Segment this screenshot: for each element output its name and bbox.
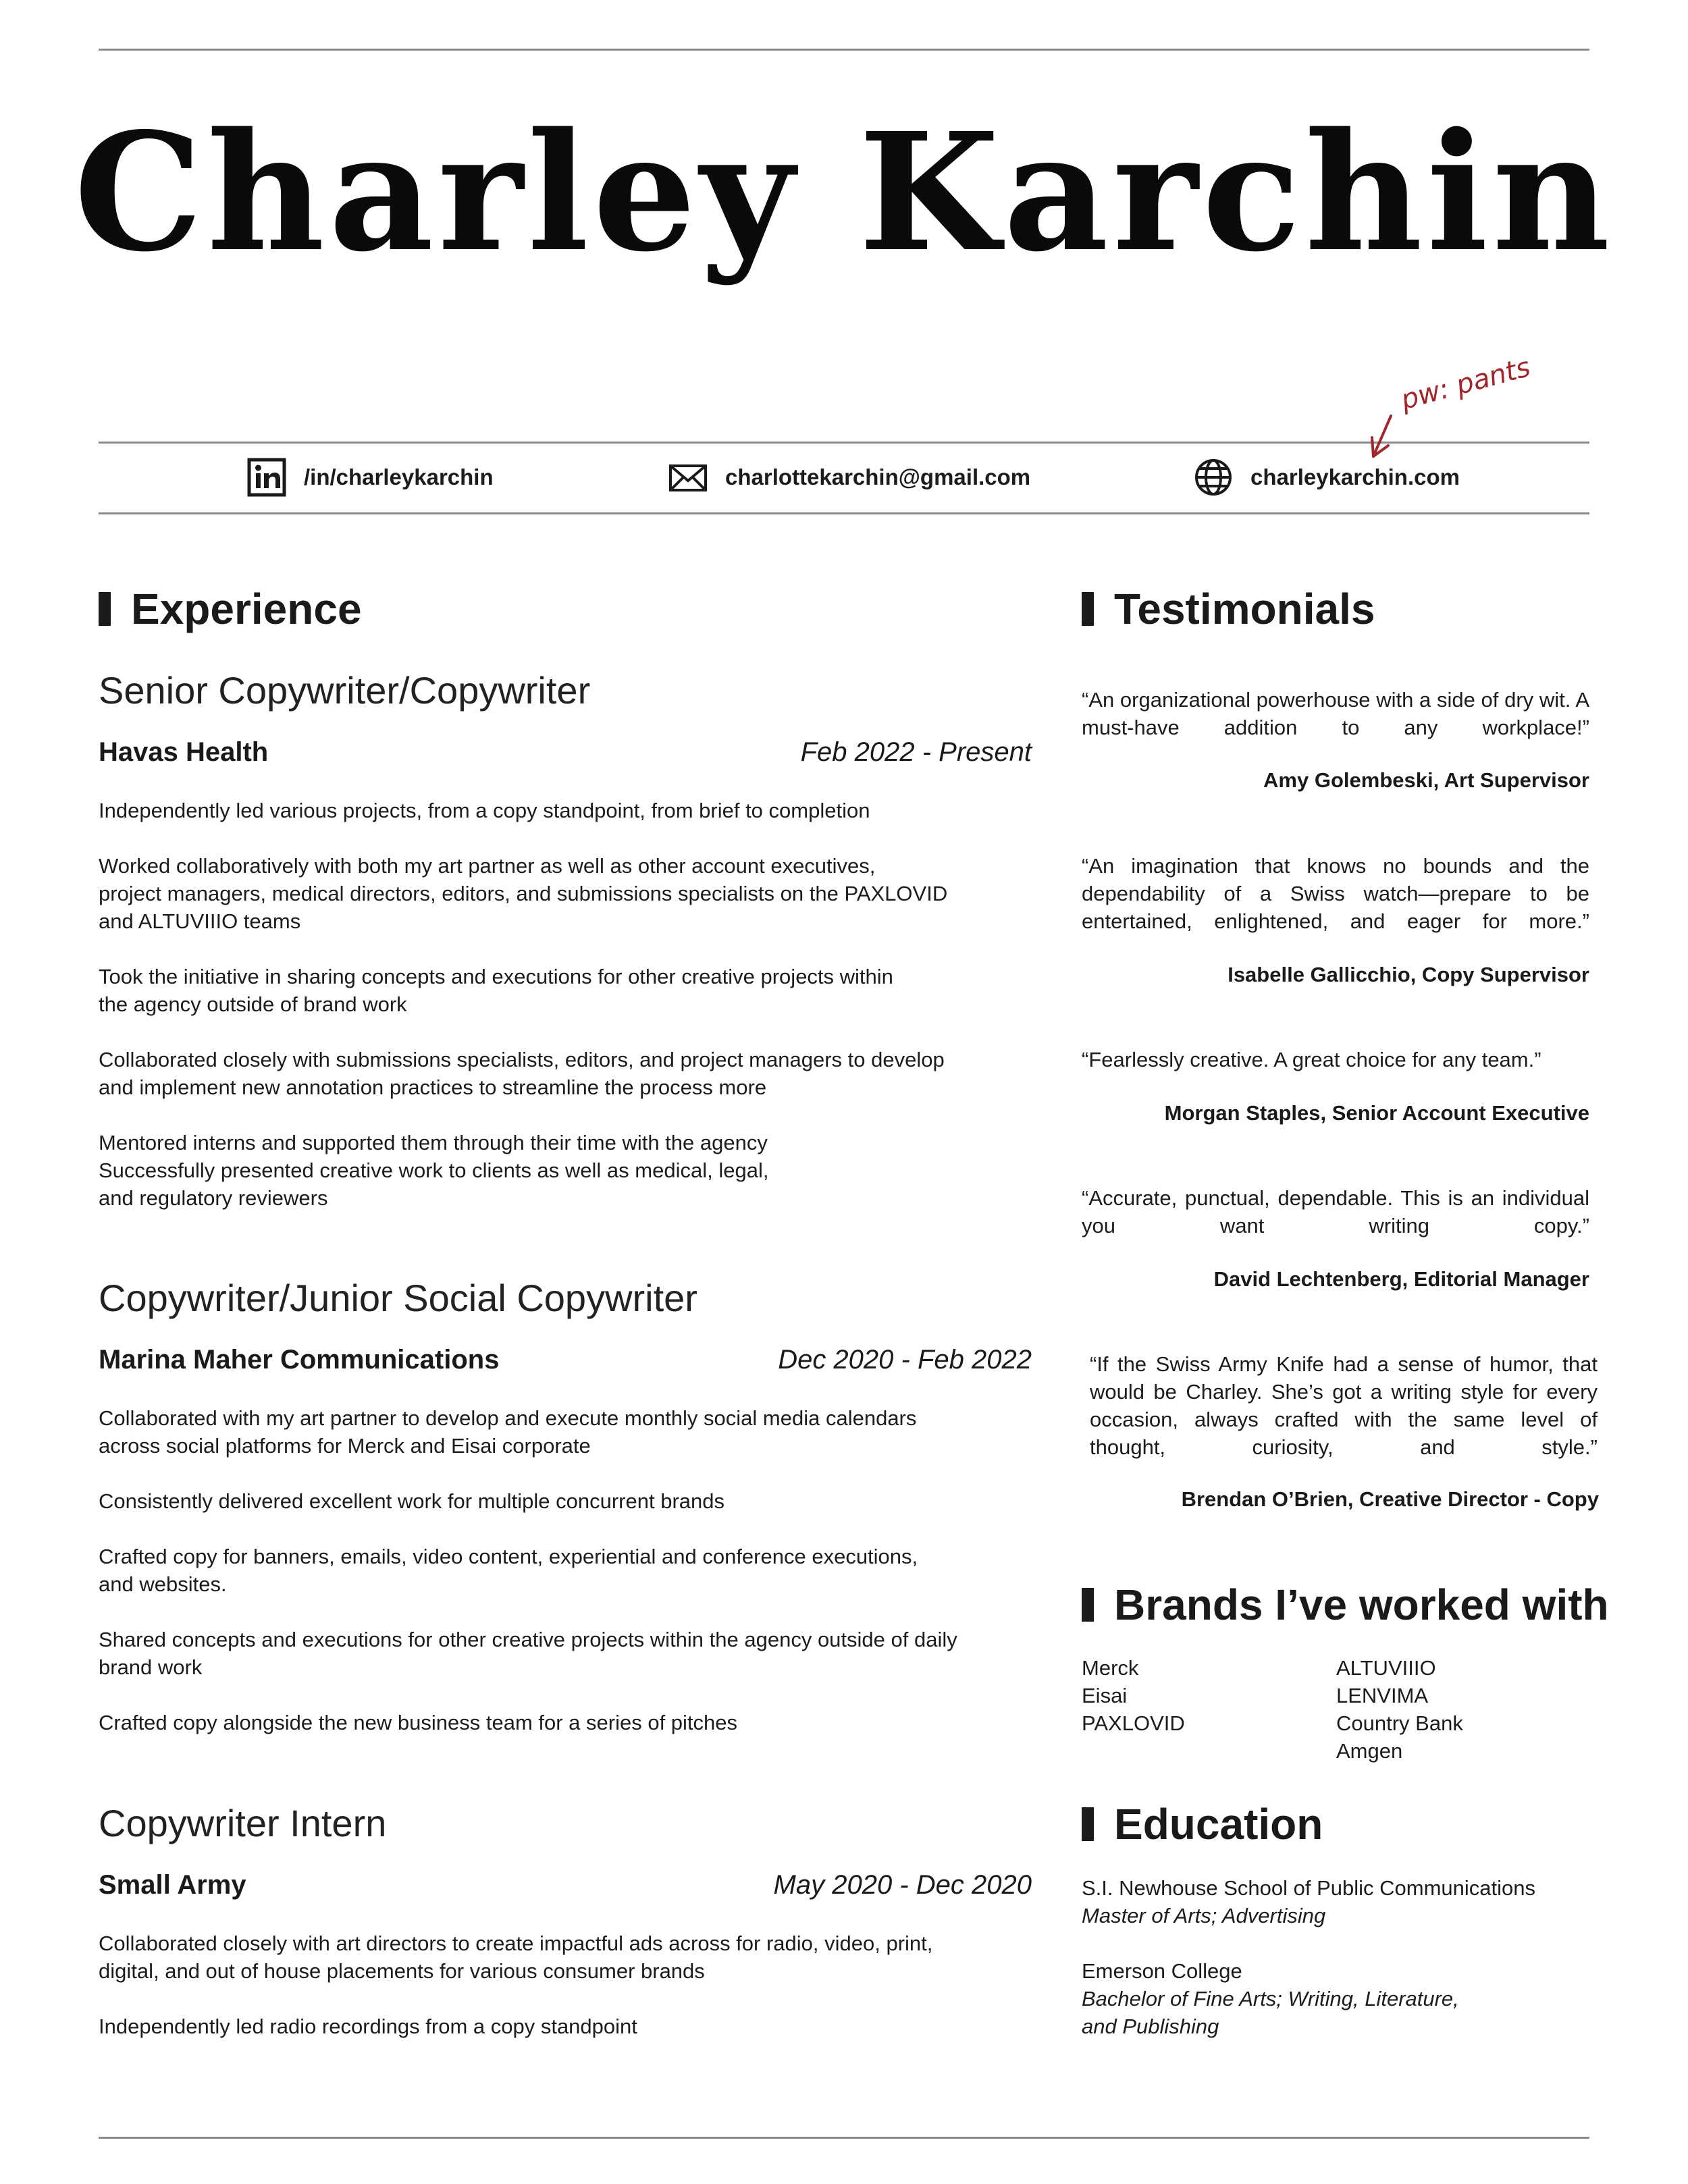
heading-bar — [99, 592, 111, 626]
section-title: Testimonials — [1114, 585, 1375, 633]
job-title: Senior Copywriter/Copywriter — [99, 669, 591, 712]
page-title: Charley Karchin — [74, 97, 1614, 288]
section-title: Education — [1114, 1800, 1323, 1848]
brands-heading — [1082, 1580, 1609, 1630]
degree: and Publishing — [1082, 2015, 1219, 2038]
job-bullet: Worked collaboratively with both my art partner as well as other account executives, project managers, medical directors, editors, and submissions specialists on the PAXLOVID and ALTUVIIIO teams — [99, 854, 948, 933]
brand-item: PAXLOVID — [1082, 1711, 1185, 1735]
heading-bar — [1082, 1807, 1094, 1841]
job-dates: Dec 2020 - Feb 2022 — [778, 1345, 1032, 1375]
section-title: Experience — [131, 585, 362, 633]
top-rule — [99, 49, 1589, 51]
linkedin-icon — [247, 458, 286, 497]
handwritten-note: pw: pants — [1398, 351, 1534, 416]
brand-item: Amgen — [1336, 1739, 1403, 1763]
job-bullet: Mentored interns and supported them through their time with the agency Successfully presented creative work to clients as well as medical, legal, and regulatory reviewers — [99, 1131, 769, 1210]
company-name: Small Army — [99, 1870, 246, 1900]
school-name: S.I. Newhouse School of Public Communications — [1082, 1876, 1535, 1900]
email-icon — [668, 458, 708, 497]
job-title: Copywriter Intern — [99, 1802, 387, 1844]
company-name: Marina Maher Communications — [99, 1345, 500, 1375]
brand-item: Eisai — [1082, 1684, 1128, 1707]
testimonial-quote: “An imagination that knows no bounds and the dependability of a Swiss watch—prepare to be entertained, enlightened, and eager for more.” — [1082, 854, 1589, 933]
job-bullet: Collaborated with my art partner to develop and execute monthly social media calendars across social platforms for Merck and Eisai corporate — [99, 1406, 917, 1458]
company-name: Havas Health — [99, 737, 269, 767]
contact-linkedin[interactable] — [247, 456, 494, 498]
website-link[interactable]: charleykarchin.com — [1250, 464, 1460, 489]
globe-icon — [1194, 458, 1233, 497]
testimonial-quote: “Fearlessly creative. A great choice for any team.” — [1082, 1048, 1541, 1071]
brand-item: Country Bank — [1336, 1711, 1463, 1735]
job-dates: May 2020 - Dec 2020 — [773, 1870, 1032, 1900]
job-bullet: Independently led various projects, from a copy standpoint, from brief to completion — [99, 799, 870, 822]
job-bullet: Shared concepts and executions for other creative projects within the agency outside of daily brand work — [99, 1628, 957, 1679]
testimonial-author: David Lechtenberg, Editorial Manager — [1213, 1267, 1589, 1291]
job-bullet: Crafted copy alongside the new business team for a series of pitches — [99, 1711, 738, 1734]
job-bullet: Took the initiative in sharing concepts and executions for other creative projects within the agency outside of brand work — [99, 965, 893, 1016]
school-entry — [1082, 1957, 1459, 2040]
heading-bar — [1082, 1588, 1094, 1622]
testimonials-heading — [1082, 584, 1375, 634]
testimonial-quote: “If the Swiss Army Knife had a sense of humor, that would be Charley. She’s got a writing style for every occasion, always crafted with the same level of thought, curiosity, and style.” — [1090, 1352, 1598, 1459]
job-bullet: Collaborated closely with submissions specialists, editors, and project managers to develop and implement new annotation practices to streamline the process more — [99, 1048, 945, 1099]
experience-heading — [99, 584, 362, 634]
brand-item: ALTUVIIIO — [1336, 1656, 1436, 1680]
job-bullet: Consistently delivered excellent work for multiple concurrent brands — [99, 1489, 724, 1513]
contact-email[interactable] — [668, 456, 1030, 498]
job-dates: Feb 2022 - Present — [800, 737, 1032, 767]
testimonial-author: Brendan O’Brien, Creative Director - Copy — [1181, 1487, 1599, 1511]
degree: Bachelor of Fine Arts; Writing, Literature, — [1082, 1987, 1459, 2010]
testimonial-author: Isabelle Gallicchio, Copy Supervisor — [1228, 963, 1589, 986]
section-title: Brands I’ve worked with — [1114, 1580, 1609, 1629]
testimonial-author: Morgan Staples, Senior Account Executive — [1164, 1101, 1589, 1125]
job-bullet: Collaborated closely with art directors to create impactful ads across for radio, video, print, digital, and out of house placements for various consumer brands — [99, 1932, 933, 1983]
job-bullet: Crafted copy for banners, emails, video content, experiential and conference executions, and websites. — [99, 1545, 918, 1596]
brand-item: LENVIMA — [1336, 1684, 1429, 1707]
brand-item: Merck — [1082, 1656, 1139, 1680]
email-link[interactable]: charlottekarchin@gmail.com — [725, 464, 1031, 489]
job-bullet: Independently led radio recordings from a copy standpoint — [99, 2015, 637, 2038]
testimonial-author: Amy Golembeski, Art Supervisor — [1263, 768, 1589, 792]
job-title: Copywriter/Junior Social Copywriter — [99, 1277, 697, 1319]
linkedin-link[interactable]: /in/charleykarchin — [304, 464, 494, 489]
testimonial-quote: “Accurate, punctual, dependable. This is an individual you want writing copy.” — [1082, 1186, 1589, 1237]
testimonial-quote: “An organizational powerhouse with a side of dry wit. A must-have addition to any workplace!” — [1082, 688, 1589, 739]
degree: Master of Arts; Advertising — [1082, 1904, 1326, 1927]
school-entry — [1082, 1874, 1535, 1929]
education-heading — [1082, 1799, 1323, 1849]
school-name: Emerson College — [1082, 1959, 1242, 1983]
heading-bar — [1082, 592, 1094, 626]
bottom-rule — [99, 2137, 1589, 2139]
contact-bottom-rule — [99, 512, 1589, 514]
